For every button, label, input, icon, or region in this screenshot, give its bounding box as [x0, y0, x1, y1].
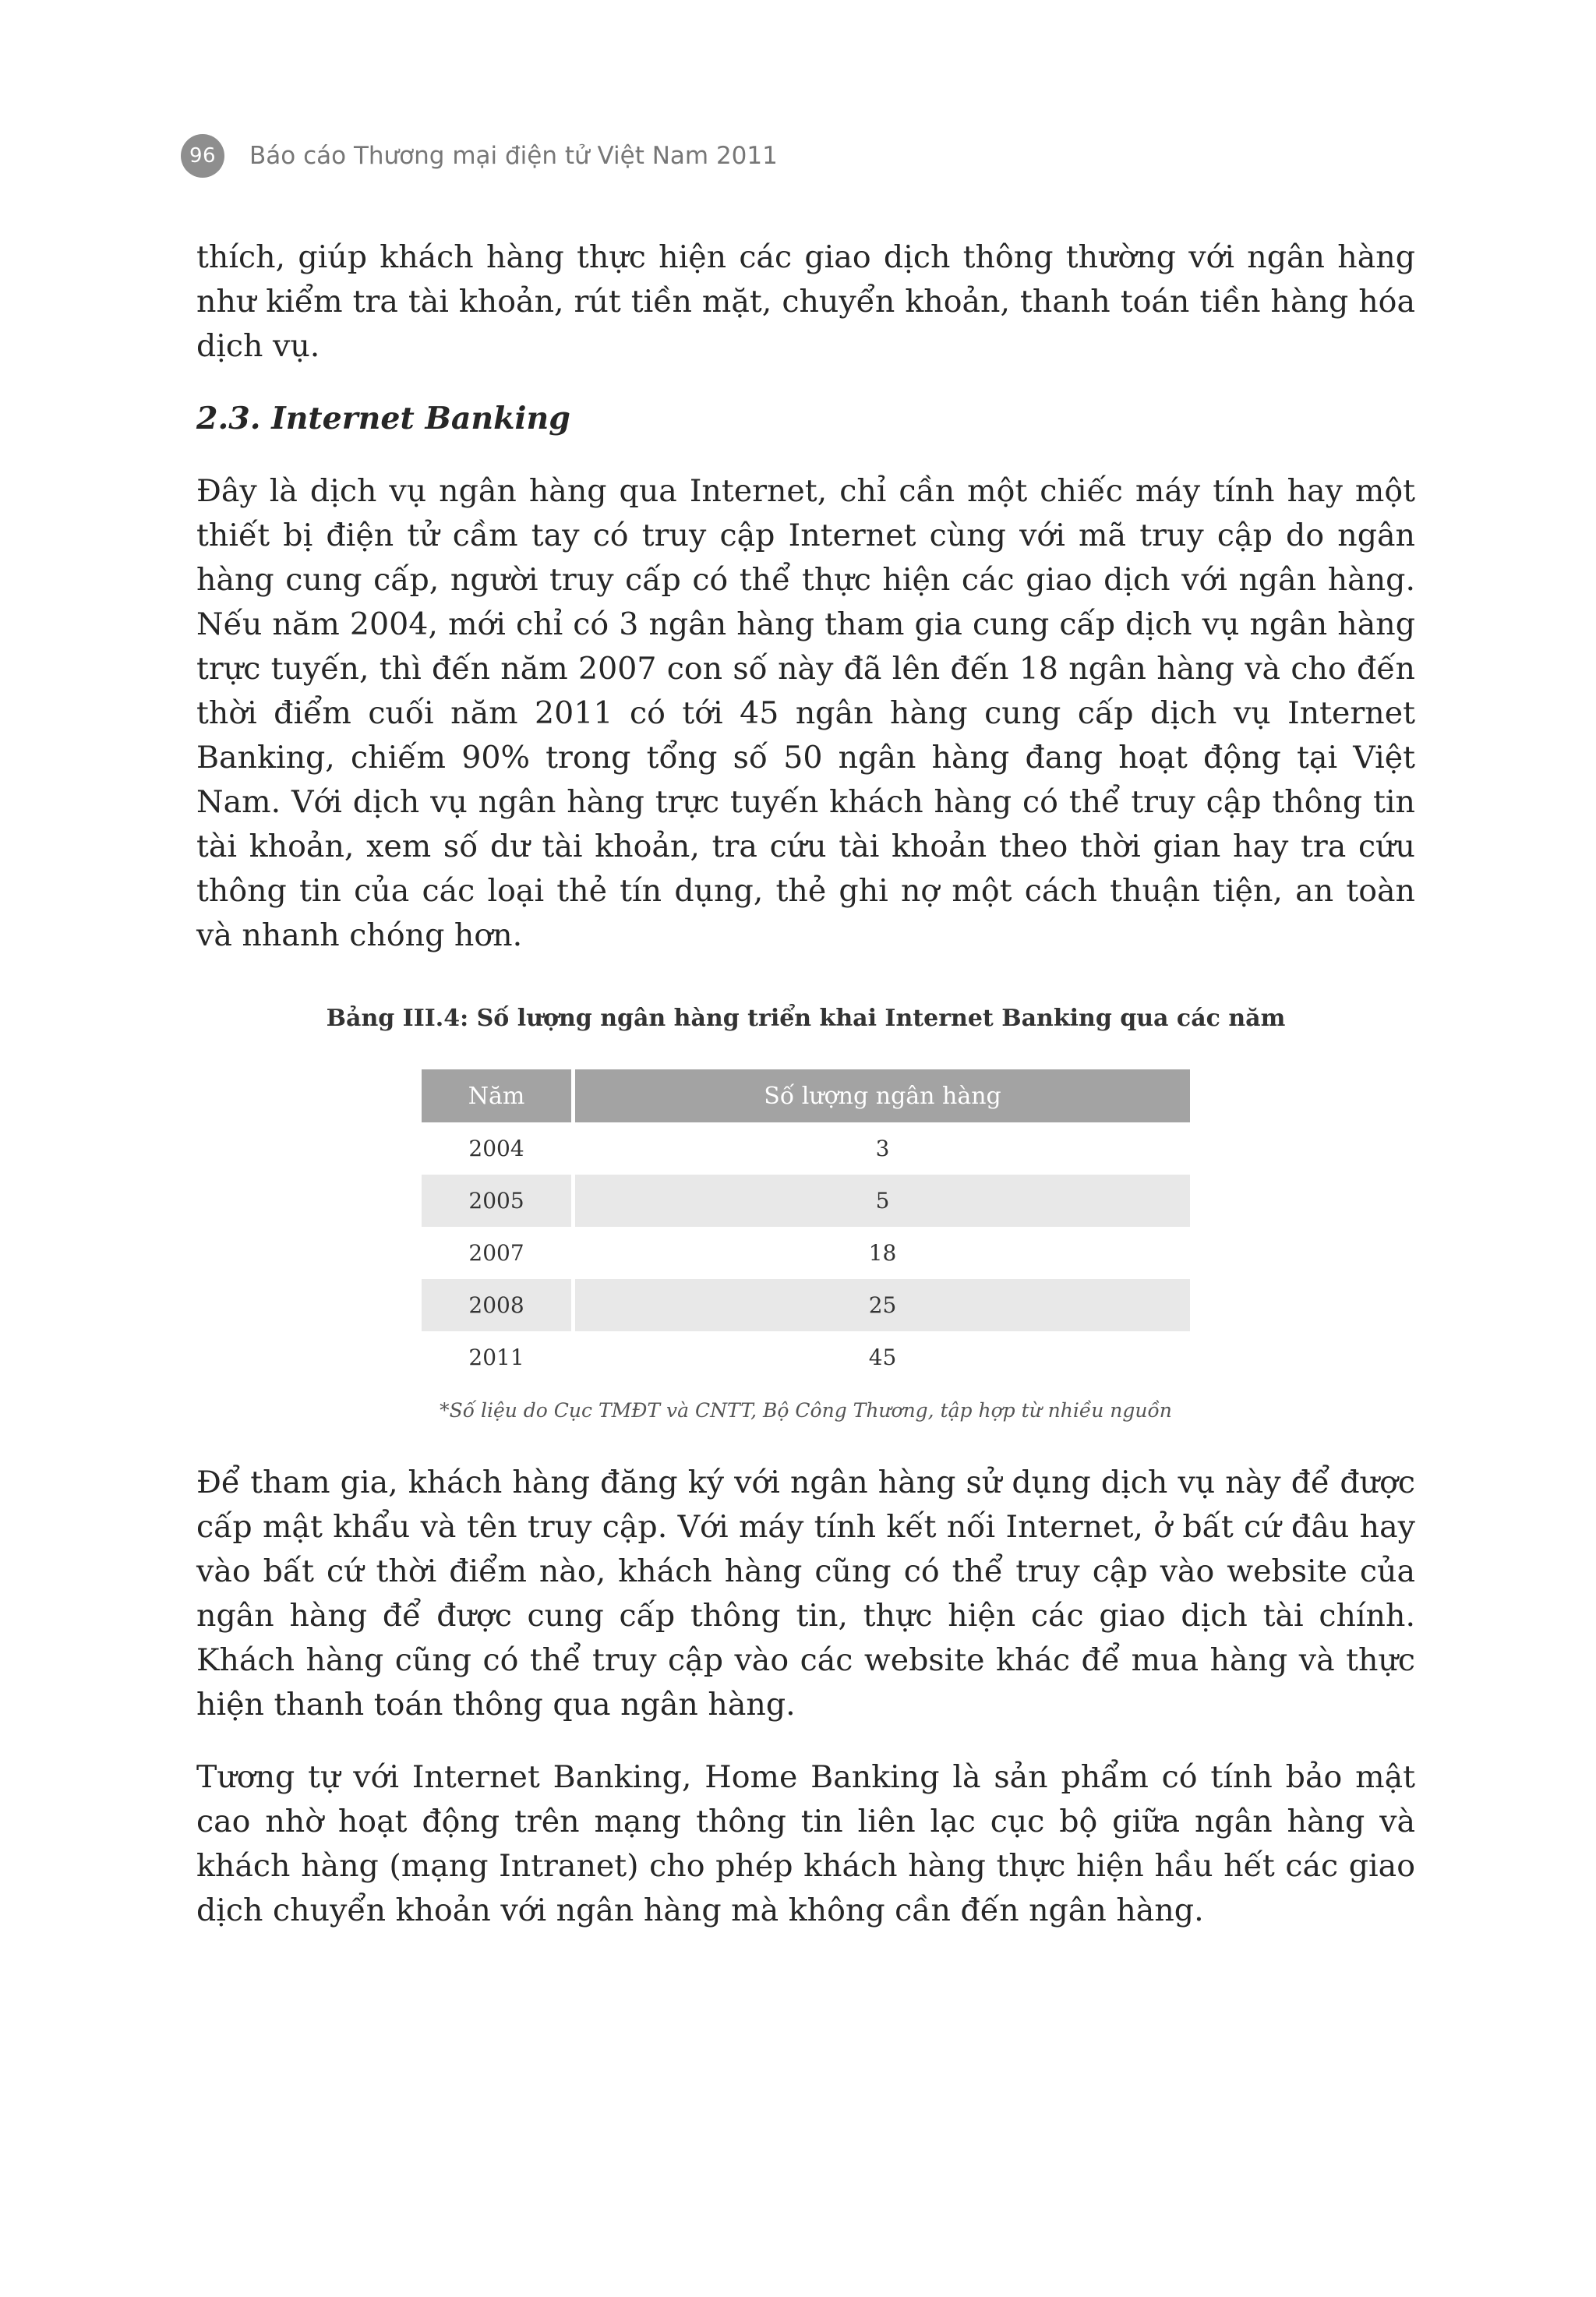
table-cell-year: 2004: [468, 1136, 524, 1161]
table-cell-year: 2011: [468, 1345, 524, 1370]
table-cell-count: 45: [868, 1345, 897, 1370]
table-cell-count: 18: [868, 1240, 897, 1266]
table-cell-count: 3: [875, 1136, 890, 1161]
intro-paragraph: thích, giúp khách hàng thực hiện các giao dịch thông thường với ngân hàng như kiểm tra tài khoản, rút tiền mặt, chuyển khoản, thanh toán tiền hàng hóa dịch vụ.: [196, 239, 1415, 364]
table-cell-count: 5: [575, 1175, 1190, 1227]
bank-count-table: [418, 1069, 1194, 1384]
table-source-note: *Số liệu do Cục TMĐT và CNTT, Bộ Công Thương, tập hợp từ nhiều nguồn: [440, 1399, 1172, 1422]
running-title: Báo cáo Thương mại điện tử Việt Nam 2011: [249, 142, 778, 170]
table-cell-year: 2007: [468, 1240, 524, 1266]
table-cell-count: 25: [575, 1279, 1190, 1331]
table-header-count: Số lượng ngân hàng: [575, 1069, 1190, 1122]
table-row: [422, 1175, 1190, 1227]
table-row: [422, 1227, 1190, 1279]
table-row: [422, 1331, 1190, 1384]
page-content: [196, 235, 1415, 1933]
table-row: [422, 1279, 1190, 1331]
table-row: [422, 1122, 1190, 1175]
page-number-badge: 96: [181, 134, 224, 178]
paragraph-home-banking: Tương tự với Internet Banking, Home Banking là sản phẩm có tính bảo mật cao nhờ hoạt động trên mạng thông tin liên lạc cục bộ giữa ngân hàng và khách hàng (mạng Intranet) cho phép khách hàng thực hiện hầu hết các giao dịch chuyển khoản với ngân hàng mà không cần đến ngân hàng.: [196, 1759, 1415, 1928]
table-cell-year: 2005: [422, 1175, 571, 1227]
page-header: [181, 134, 778, 178]
table-header-year: Năm: [422, 1069, 571, 1122]
section-paragraph: Đây là dịch vụ ngân hàng qua Internet, chỉ cần một chiếc máy tính hay một thiết bị điện tử cầm tay có truy cập Internet cùng với mã truy cập do ngân hàng cung cấp, người truy cấp có thể thực hiện các giao dịch với ngân hàng. Nếu năm 2004, mới chỉ có 3 ngân hàng tham gia cung cấp dịch vụ ngân hàng trực tuyến, thì đến năm 2007 con số này đã lên đến 18 ngân hàng và cho đến thời điểm cuối năm 2011 có tới 45 ngân hàng cung cấp dịch vụ Internet Banking, chiếm 90% trong tổng số 50 ngân hàng đang hoạt động tại Việt Nam. Với dịch vụ ngân hàng trực tuyến khách hàng có thể truy cập thông tin tài khoản, xem số dư tài khoản, tra cứu tài khoản theo thời gian hay tra cứu thông tin của các loại thẻ tín dụng, thẻ ghi nợ một cách thuận tiện, an toàn và nhanh chóng hơn.: [196, 473, 1415, 953]
paragraph-registration: Để tham gia, khách hàng đăng ký với ngân hàng sử dụng dịch vụ này để được cấp mật khẩu và tên truy cập. Với máy tính kết nối Internet, ở bất cứ đâu hay vào bất cứ thời điểm nào, khách hàng cũng có thể truy cập vào website của ngân hàng để được cung cấp thông tin, thực hiện các giao dịch tài chính. Khách hàng cũng có thể truy cập vào các website khác để mua hàng và thực hiện thanh toán thông qua ngân hàng.: [196, 1465, 1415, 1723]
section-heading: 2.3. Internet Banking: [196, 401, 570, 436]
table-header-row: [422, 1069, 1190, 1122]
table-cell-year: 2008: [422, 1279, 571, 1331]
table-caption: Bảng III.4: Số lượng ngân hàng triển khai Internet Banking qua các năm: [326, 1005, 1286, 1032]
